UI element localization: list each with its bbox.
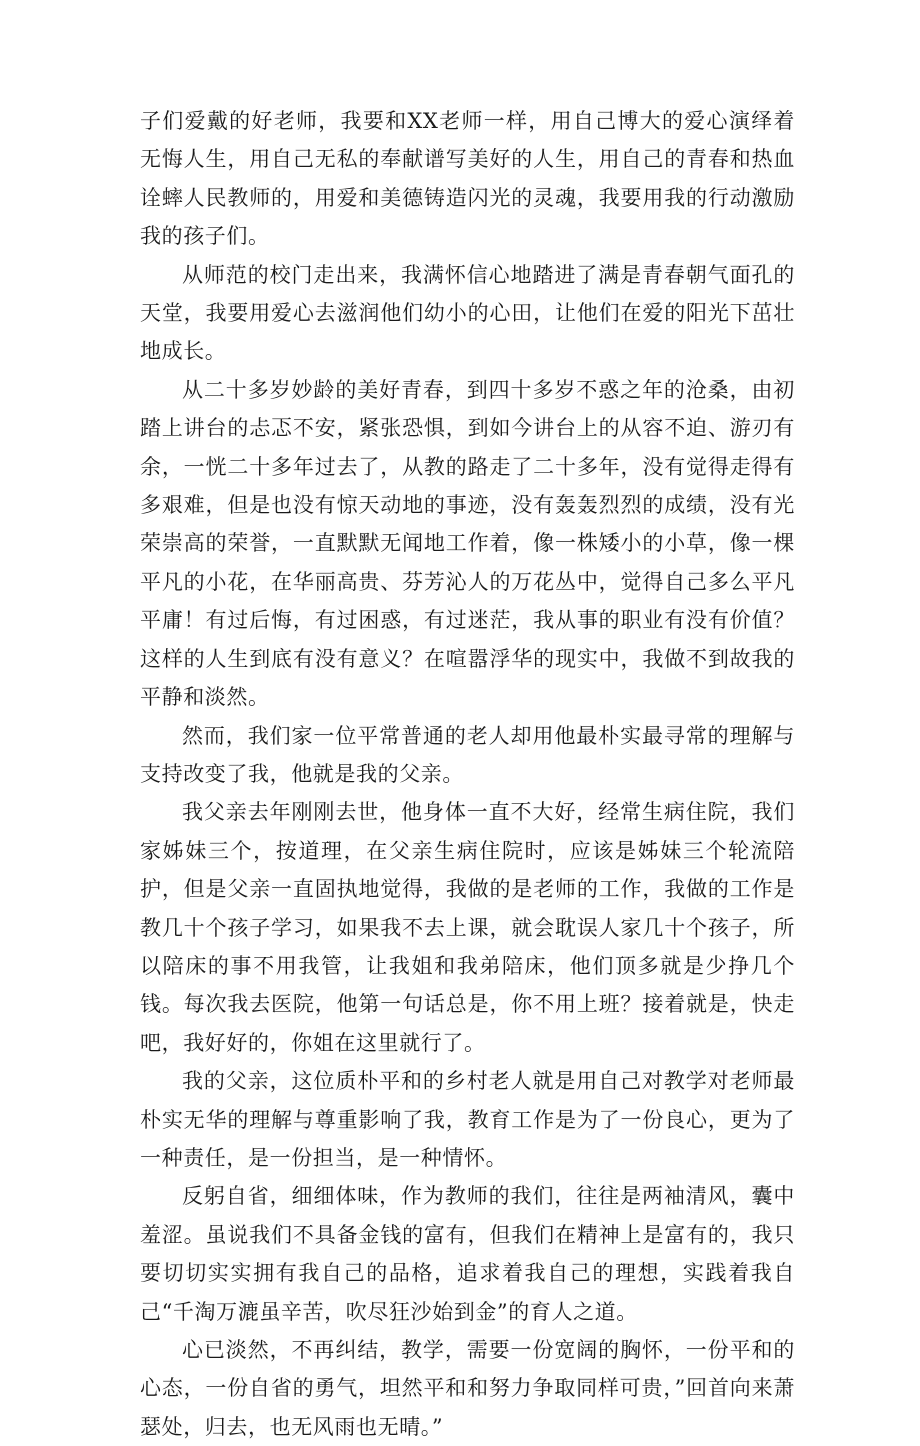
paragraph-conclusion: 心已淡然，不再纠结，教学，需要一份宽阔的胸怀，一份平和的心态，一份自省的勇气，坦然平和和努力争取同样可贵，”回首向来萧瑟处，归去，也无风雨也无晴。”: [140, 1338, 795, 1439]
document-body: [140, 102, 795, 1446]
paragraph-father-influence: 我的父亲，这位质朴平和的乡村老人就是用自己对教学对老师最朴实无华的理解与尊重影响了我，教育工作是为了一份良心，更为了一种责任，是一份担当，是一种情怀。: [140, 1069, 795, 1170]
paragraph-normal-school: 从师范的校门走出来，我满怀信心地踏进了满是青春朝气面孔的天堂，我要用爱心去滋润他们幼小的心田，让他们在爱的阳光下茁壮地成长。: [140, 262, 795, 364]
paragraph-however: 然而，我们家一位平常普通的老人却用他最朴实最寻常的理解与支持改变了我，他就是我的父亲。: [140, 723, 795, 786]
paragraph-continued: 子们爱戴的好老师，我要和XX老师一样，用自己博大的爱心演绎着无悔人生，用自己无私的奉献谱写美好的人生，用自己的青春和热血诠蟀人民教师的，用爱和美德铸造闪光的灵魂，我要用我的行动激励我的孩子们。: [140, 109, 795, 249]
paragraph-twenty-years: 从二十多岁妙龄的美好青春，到四十多岁不惑之年的沧桑，由初踏上讲台的忐忑不安，紧张恐惧，到如今讲台上的从容不迫、游刃有余，一恍二十多年过去了，从教的路走了二十多年，没有觉得走得有多艰难，但是也没有惊天动地的事迹，没有轰轰烈烈的成绩，没有光荣崇高的荣誉，一直默默无闻地工作着，像一株矮小的小草，像一棵平凡的小花，在华丽高贵、芬芳沁人的万花丛中，觉得自己多么平凡平庸！有过后悔，有过困惑，有过迷茫，我从事的职业有没有价值？这样的人生到底有没有意义？在喧嚣浮华的现实中，我做不到故我的平静和淡然。: [140, 377, 795, 710]
paragraph-reflection: 反躬自省，细细体味，作为教师的我们，往往是两袖清风，囊中羞涩。虽说我们不具备金钱的富有，但我们在精神上是富有的，我只要切切实实拥有我自己的品格，追求着我自己的理想，实践着我自己“千淘万漉虽辛苦，吹尽狂沙始到金”的育人之道。: [140, 1184, 795, 1324]
paragraph-father: 我父亲去年刚刚去世，他身体一直不大好，经常生病住院，我们家姊妹三个，按道理，在父亲生病住院时，应该是姊妹三个轮流陪护，但是父亲一直固执地觉得，我做的是老师的工作，我做的工作是教几十个孩子学习，如果我不去上课，就会耽误人家几十个孩子，所以陪床的事不用我管，让我姐和我弟陪床，他们顶多就是少挣几个钱。每次我去医院，他第一句话总是，你不用上班？接着就是，快走吧，我好好的，你姐在这里就行了。: [140, 800, 795, 1055]
